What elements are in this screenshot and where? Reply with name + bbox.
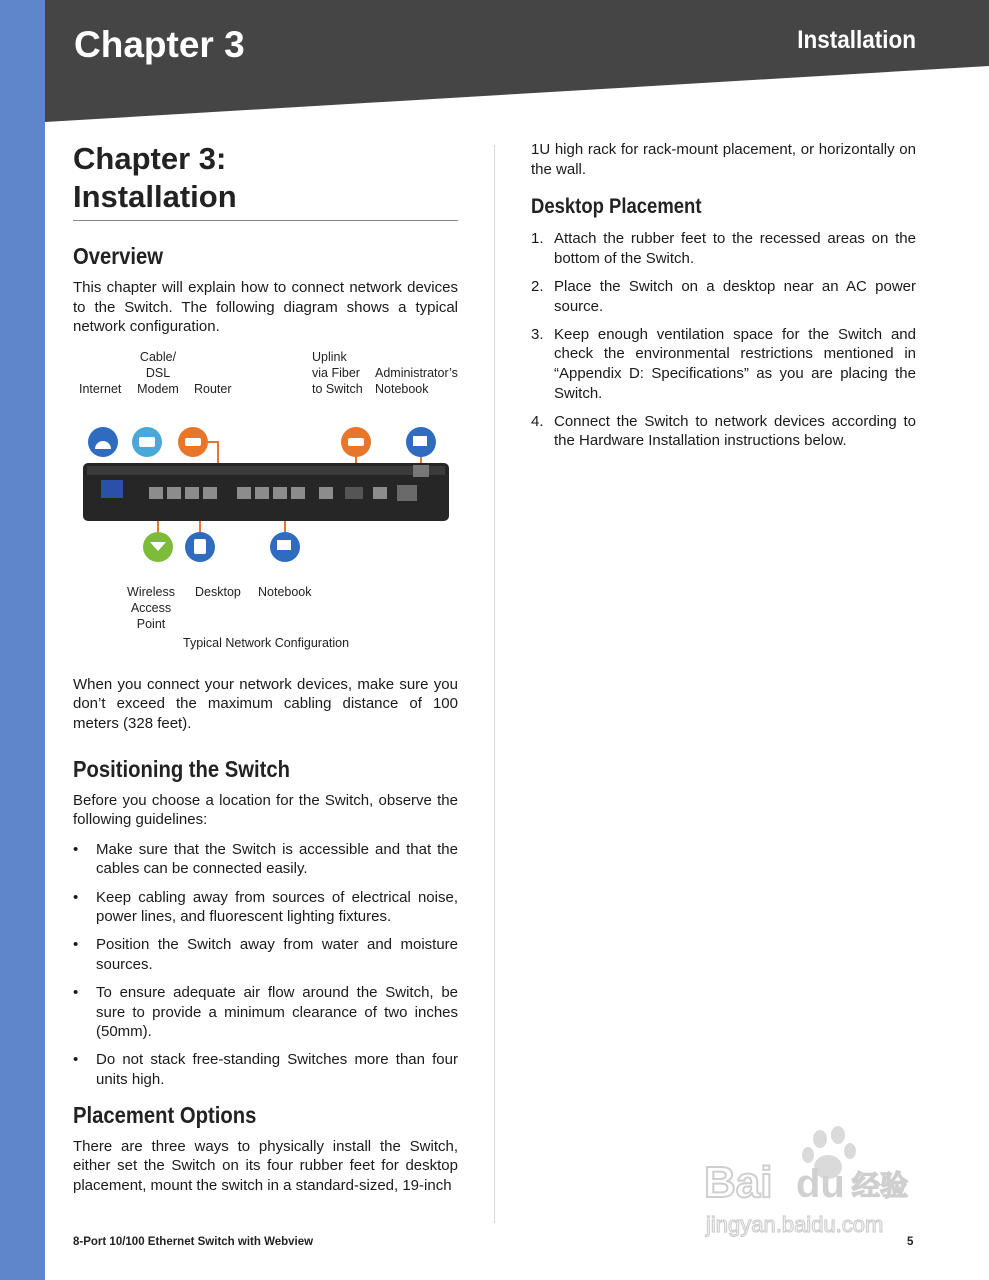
- label-uplink-line1: Uplink: [312, 349, 347, 364]
- page-number: 5: [907, 1236, 914, 1248]
- overview-heading: Overview: [73, 243, 164, 269]
- step-number: 3.: [531, 325, 544, 343]
- label-uplink-line3: to Switch: [312, 381, 363, 396]
- list-item: [531, 229, 916, 268]
- step-text: Place the Switch on a desktop near an AC power source.: [554, 277, 916, 315]
- step-number: 2.: [531, 277, 544, 295]
- bullet-icon: •: [73, 888, 79, 906]
- header-chapter: Chapter 3: [74, 24, 245, 65]
- network-diagram: [73, 347, 458, 667]
- placement-text: There are three ways to physically install the Switch, either set the Switch on its four rubber feet for desktop placement, mount the switch in a standard-sized, 19-inch: [73, 1137, 458, 1194]
- label-admin-line1: Administrator’s: [375, 365, 458, 380]
- header-section: Installation: [797, 26, 916, 54]
- desktop-placement-heading: Desktop Placement: [531, 195, 702, 219]
- list-item: [531, 325, 916, 403]
- label-cable-line1: Cable/: [139, 349, 177, 364]
- chapter-title-line2: Installation: [73, 179, 237, 214]
- label-wap-line2: Access: [130, 600, 172, 615]
- bullet-icon: •: [73, 984, 79, 1002]
- right-column: [531, 140, 916, 460]
- label-router: Router: [194, 381, 232, 396]
- baidu-watermark: [700, 1125, 940, 1245]
- chapter-title: [73, 140, 458, 221]
- label-wap-line1: Wireless: [127, 584, 175, 599]
- label-wireless-ap: [125, 584, 177, 632]
- svg-text:Bai: Bai: [704, 1158, 773, 1207]
- guideline-text: To ensure adequate air flow around the Switch, be sure to provide a minimum clearance of two inches (50mm).: [96, 984, 458, 1041]
- label-notebook: Notebook: [258, 584, 312, 599]
- list-item: [73, 888, 458, 927]
- continued-text: 1U high rack for rack-mount placement, or horizontally on the wall.: [531, 141, 916, 178]
- switch-image: [83, 463, 449, 521]
- guideline-text: Position the Switch away from water and moisture sources.: [96, 936, 458, 973]
- list-item: [531, 277, 916, 316]
- label-admin-line2: Notebook: [375, 381, 429, 396]
- steps-list: [531, 229, 916, 451]
- bullet-icon: •: [73, 1051, 79, 1069]
- positioning-heading: Positioning the Switch: [73, 755, 291, 782]
- svg-text:jingyan.baidu.com: jingyan.baidu.com: [706, 1212, 884, 1237]
- overview-text: This chapter will explain how to connect network devices to the Switch. The following diagram shows a typical network configuration.: [73, 279, 458, 336]
- list-item: [73, 935, 458, 974]
- label-uplink-line2: via Fiber: [312, 365, 360, 380]
- step-text: Attach the rubber feet to the recessed areas on the bottom of the Switch.: [554, 230, 916, 267]
- footer-product: 8-Port 10/100 Ethernet Switch with Webview: [73, 1236, 314, 1248]
- list-item: [73, 840, 458, 879]
- label-desktop: Desktop: [195, 584, 241, 599]
- side-accent-bar: [0, 0, 45, 1280]
- step-text: Connect the Switch to network devices according to the Hardware Installation instructions below.: [554, 412, 916, 450]
- label-cable-line3: Modem: [137, 381, 179, 396]
- guideline-text: Do not stack free-standing Switches more than four units high.: [96, 1051, 458, 1089]
- diagram-caption: Typical Network Configuration: [183, 635, 350, 650]
- list-item: [73, 983, 458, 1042]
- svg-text:du: du: [796, 1162, 845, 1206]
- placement-heading: Placement Options: [73, 1101, 257, 1128]
- cabling-text: When you connect your network devices, make sure you don’t exceed the maximum cabling distance of 100 meters (328 feet).: [73, 675, 458, 732]
- label-internet: Internet: [79, 381, 122, 396]
- step-number: 1.: [531, 230, 544, 248]
- svg-text:经验: 经验: [852, 1169, 909, 1202]
- step-text: Keep enough ventilation space for the Switch and check the environmental restrictions mentioned in “Appendix D: Specifications” as you are placing the Switch.: [554, 325, 916, 402]
- guidelines-list: [73, 840, 458, 1090]
- column-divider: [494, 145, 495, 1223]
- bullet-icon: •: [73, 936, 79, 954]
- chapter-title-line1: Chapter 3:: [73, 141, 227, 176]
- list-item: [73, 1050, 458, 1089]
- step-number: 4.: [531, 412, 544, 430]
- list-item: [531, 412, 916, 451]
- bullet-icon: •: [73, 840, 79, 858]
- guideline-text: Make sure that the Switch is accessible and that the cables can be connected easily.: [96, 840, 458, 878]
- positioning-intro: Before you choose a location for the Switch, observe the following guidelines:: [73, 791, 458, 829]
- left-column: [73, 140, 458, 1195]
- label-wap-line3: Point: [136, 616, 166, 631]
- label-cable-line2: DSL: [145, 365, 171, 380]
- guideline-text: Keep cabling away from sources of electrical noise, power lines, and fluorescent lighting fixtures.: [96, 888, 458, 926]
